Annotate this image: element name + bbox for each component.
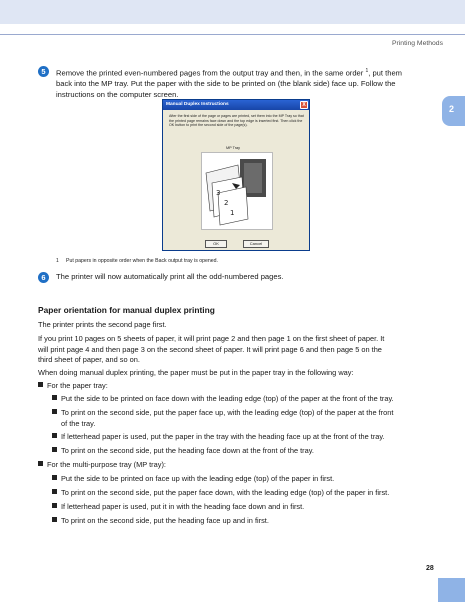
dialog-message: After the first side of the page or pages are printed, set them into the MP Tray so that the printed page remains face down and the top edge is inserted first. Then click the OK button to print the second side of the page(s). xyxy=(169,114,304,128)
step-5-badge: 5 xyxy=(38,66,49,77)
step-6-text: The printer will now automatically print all the odd-numbered pages. xyxy=(56,272,284,281)
list-item-paper-tray: For the paper tray: xyxy=(38,381,108,392)
dialog-title: Manual Duplex Instructions xyxy=(166,102,229,107)
svg-text:1: 1 xyxy=(230,209,235,217)
cancel-button[interactable]: Cancel xyxy=(243,240,269,248)
corner-tab xyxy=(438,578,465,602)
list-item: To print on the second side, put the heading face up and in first. xyxy=(52,516,440,527)
close-icon[interactable]: X xyxy=(300,101,308,109)
step-6-badge: 6 xyxy=(38,272,49,283)
bullet-square-icon xyxy=(52,433,57,438)
list-item: Put the side to be printed on face down with the leading edge (top) of the paper at the front of the tray. xyxy=(52,394,440,405)
bullet-square-icon xyxy=(52,489,57,494)
intro-paragraph: The printer prints the second page first. xyxy=(38,320,167,329)
bullet-square-icon xyxy=(52,409,57,414)
bullet-square-icon xyxy=(38,461,43,466)
step-5-text: Remove the printed even-numbered pages from the output tray and then, in the same order $^1$, put them back into the MP tray. Put the paper with the side to be printed on (the blank side) face up. Follow the instructions on the computer screen. xyxy=(56,68,402,99)
printer-illustration-icon xyxy=(202,153,274,231)
bullet-square-icon xyxy=(52,503,57,508)
list-item: To print on the second side, put the paper face down, with the leading edge (top) of the paper in first. xyxy=(52,488,440,499)
list-item: If letterhead paper is used, put the paper in the tray with the heading face up at the front of the tray. xyxy=(52,432,440,443)
chapter-number: 2 xyxy=(449,104,455,114)
instruction-paragraph: When doing manual duplex printing, the paper must be put in the paper tray in the following way: xyxy=(38,368,354,377)
manual-duplex-dialog xyxy=(162,99,310,251)
footnote-text: Put papers in opposite order when the Back output tray is opened. xyxy=(66,258,218,264)
footnote-number: 1 xyxy=(56,258,59,264)
header-rule xyxy=(0,34,465,35)
bullet-square-icon xyxy=(52,447,57,452)
bullet-square-icon xyxy=(52,475,57,480)
svg-text:2: 2 xyxy=(224,199,229,207)
bullet-square-icon xyxy=(52,517,57,522)
top-band xyxy=(0,0,465,24)
bullet-square-icon xyxy=(38,382,43,387)
mp-tray-illustration xyxy=(201,152,273,230)
mp-tray-caption: MP Tray xyxy=(226,146,241,150)
list-item: To print on the second side, put the paper face up, with the leading edge (top) of the paper at the front of the tray. xyxy=(52,408,440,429)
svg-text:3: 3 xyxy=(216,189,221,197)
page-number: 28 xyxy=(426,565,434,572)
section-heading: Paper orientation for manual duplex printing xyxy=(38,305,215,315)
ok-button[interactable]: OK xyxy=(205,240,227,248)
dialog-title-bar xyxy=(163,100,309,110)
list-item: If letterhead paper is used, put it in with the heading face down and in first. xyxy=(52,502,440,513)
list-item: To print on the second side, put the heading face down at the front of the tray. xyxy=(52,446,440,457)
chapter-tab xyxy=(442,96,465,126)
list-item: Put the side to be printed on face up with the leading edge (top) of the paper in first. xyxy=(52,474,440,485)
running-header: Printing Methods xyxy=(391,40,443,47)
example-paragraph: If you print 10 pages on 5 sheets of paper, it will print page 2 and then page 1 on the first sheet of paper. It will print page 4 and then page 3 on the second sheet of paper. It will print page 6 and then page 5 on the third sheet of paper, and so on. xyxy=(38,334,385,364)
bullet-square-icon xyxy=(52,395,57,400)
list-item-mp-tray: For the multi-purpose tray (MP tray): xyxy=(38,460,166,471)
